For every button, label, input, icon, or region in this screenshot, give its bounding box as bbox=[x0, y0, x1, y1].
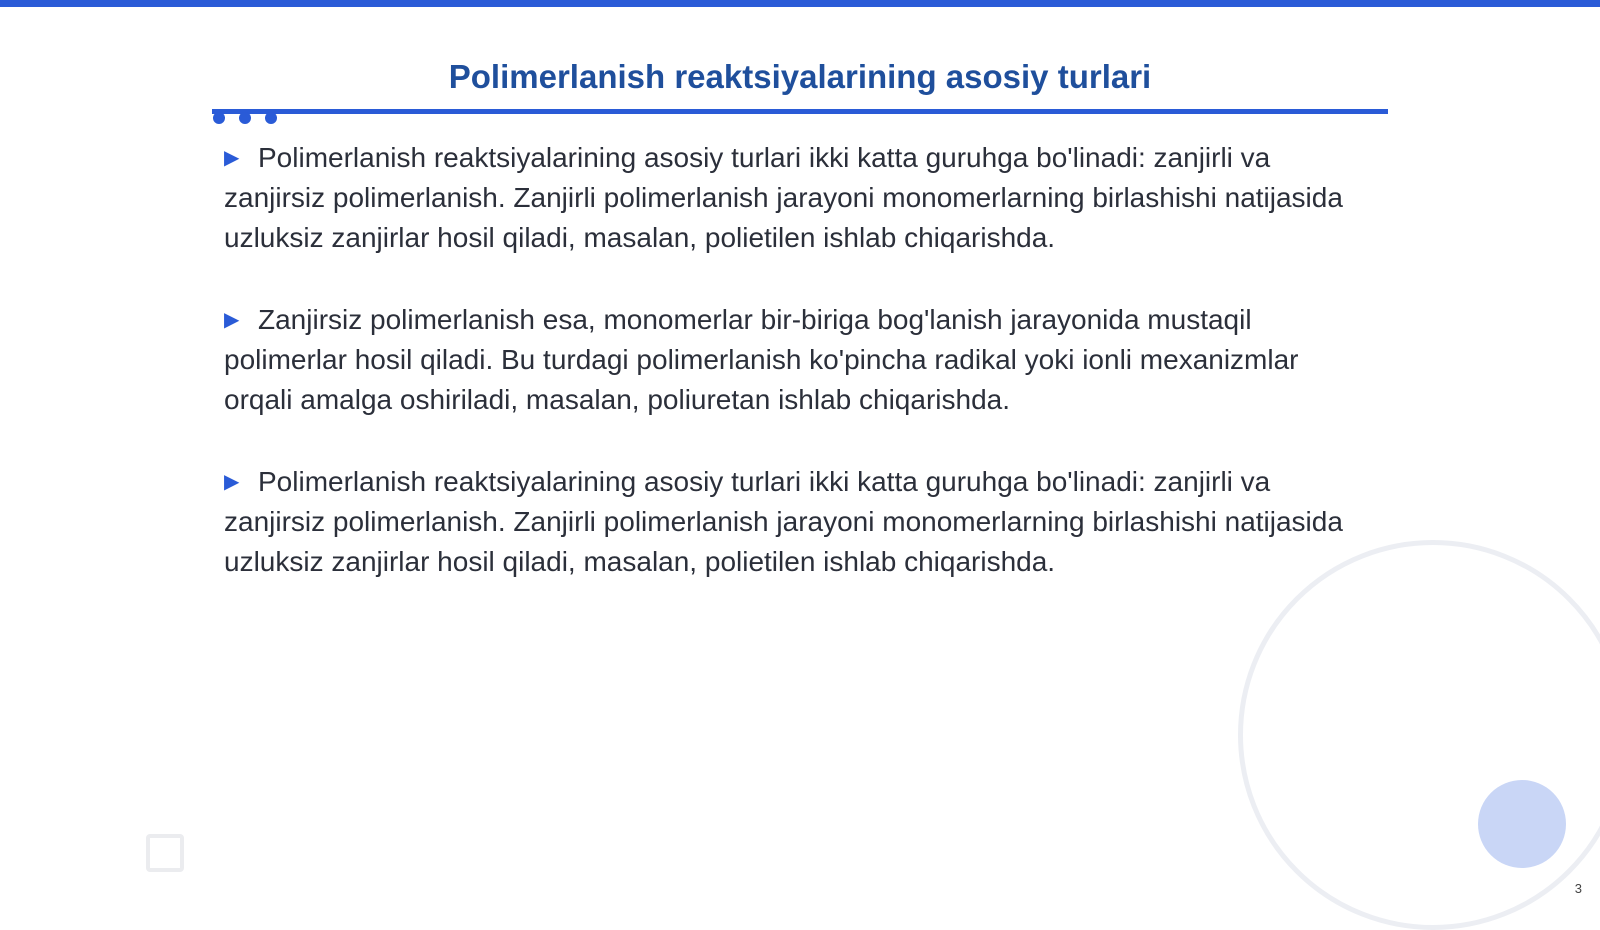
bullet-text: Zanjirsiz polimerlanish esa, monomerlar bir-biriga bog'lanish jarayonida mustaqil polimerlar hosil qiladi. Bu turdagi polimerlanish ko'pincha radikal yoki ionli mexanizmlar orqali amalga oshiriladi, masalan, poliuretan ishlab chiqarishda. bbox=[224, 304, 1299, 415]
top-accent-bar bbox=[0, 0, 1600, 7]
triangle-right-icon: ▶ bbox=[224, 309, 240, 331]
underline-dot bbox=[213, 112, 225, 124]
bullet-item bbox=[224, 300, 1374, 420]
decorative-circle bbox=[1478, 780, 1566, 868]
triangle-right-icon: ▶ bbox=[224, 147, 240, 169]
bullet-list bbox=[224, 138, 1374, 624]
bullet-item bbox=[224, 138, 1374, 258]
underline-dot bbox=[265, 112, 277, 124]
title-underline bbox=[212, 109, 1388, 114]
bullet-text: Polimerlanish reaktsiyalarining asosiy turlari ikki katta guruhga bo'linadi: zanjirli va zanjirsiz polimerlanish. Zanjirli polimerlanish jarayoni monomerlarning birlashishi natijasida uzluksiz zanjirlar hosil qiladi, masalan, polietilen ishlab chiqarishda. bbox=[224, 466, 1343, 577]
decorative-square bbox=[146, 834, 184, 872]
triangle-right-icon: ▶ bbox=[224, 471, 240, 493]
slide-title: Polimerlanish reaktsiyalarining asosiy turlari bbox=[448, 58, 1152, 95]
bullet-text: Polimerlanish reaktsiyalarining asosiy turlari ikki katta guruhga bo'linadi: zanjirli va zanjirsiz polimerlanish. Zanjirli polimerlanish jarayoni monomerlarning birlashishi natijasida uzluksiz zanjirlar hosil qiladi, masalan, polietilen ishlab chiqarishda. bbox=[224, 142, 1343, 253]
underline-dot bbox=[239, 112, 251, 124]
page-number: 3 bbox=[1574, 881, 1582, 896]
bullet-item bbox=[224, 462, 1374, 582]
